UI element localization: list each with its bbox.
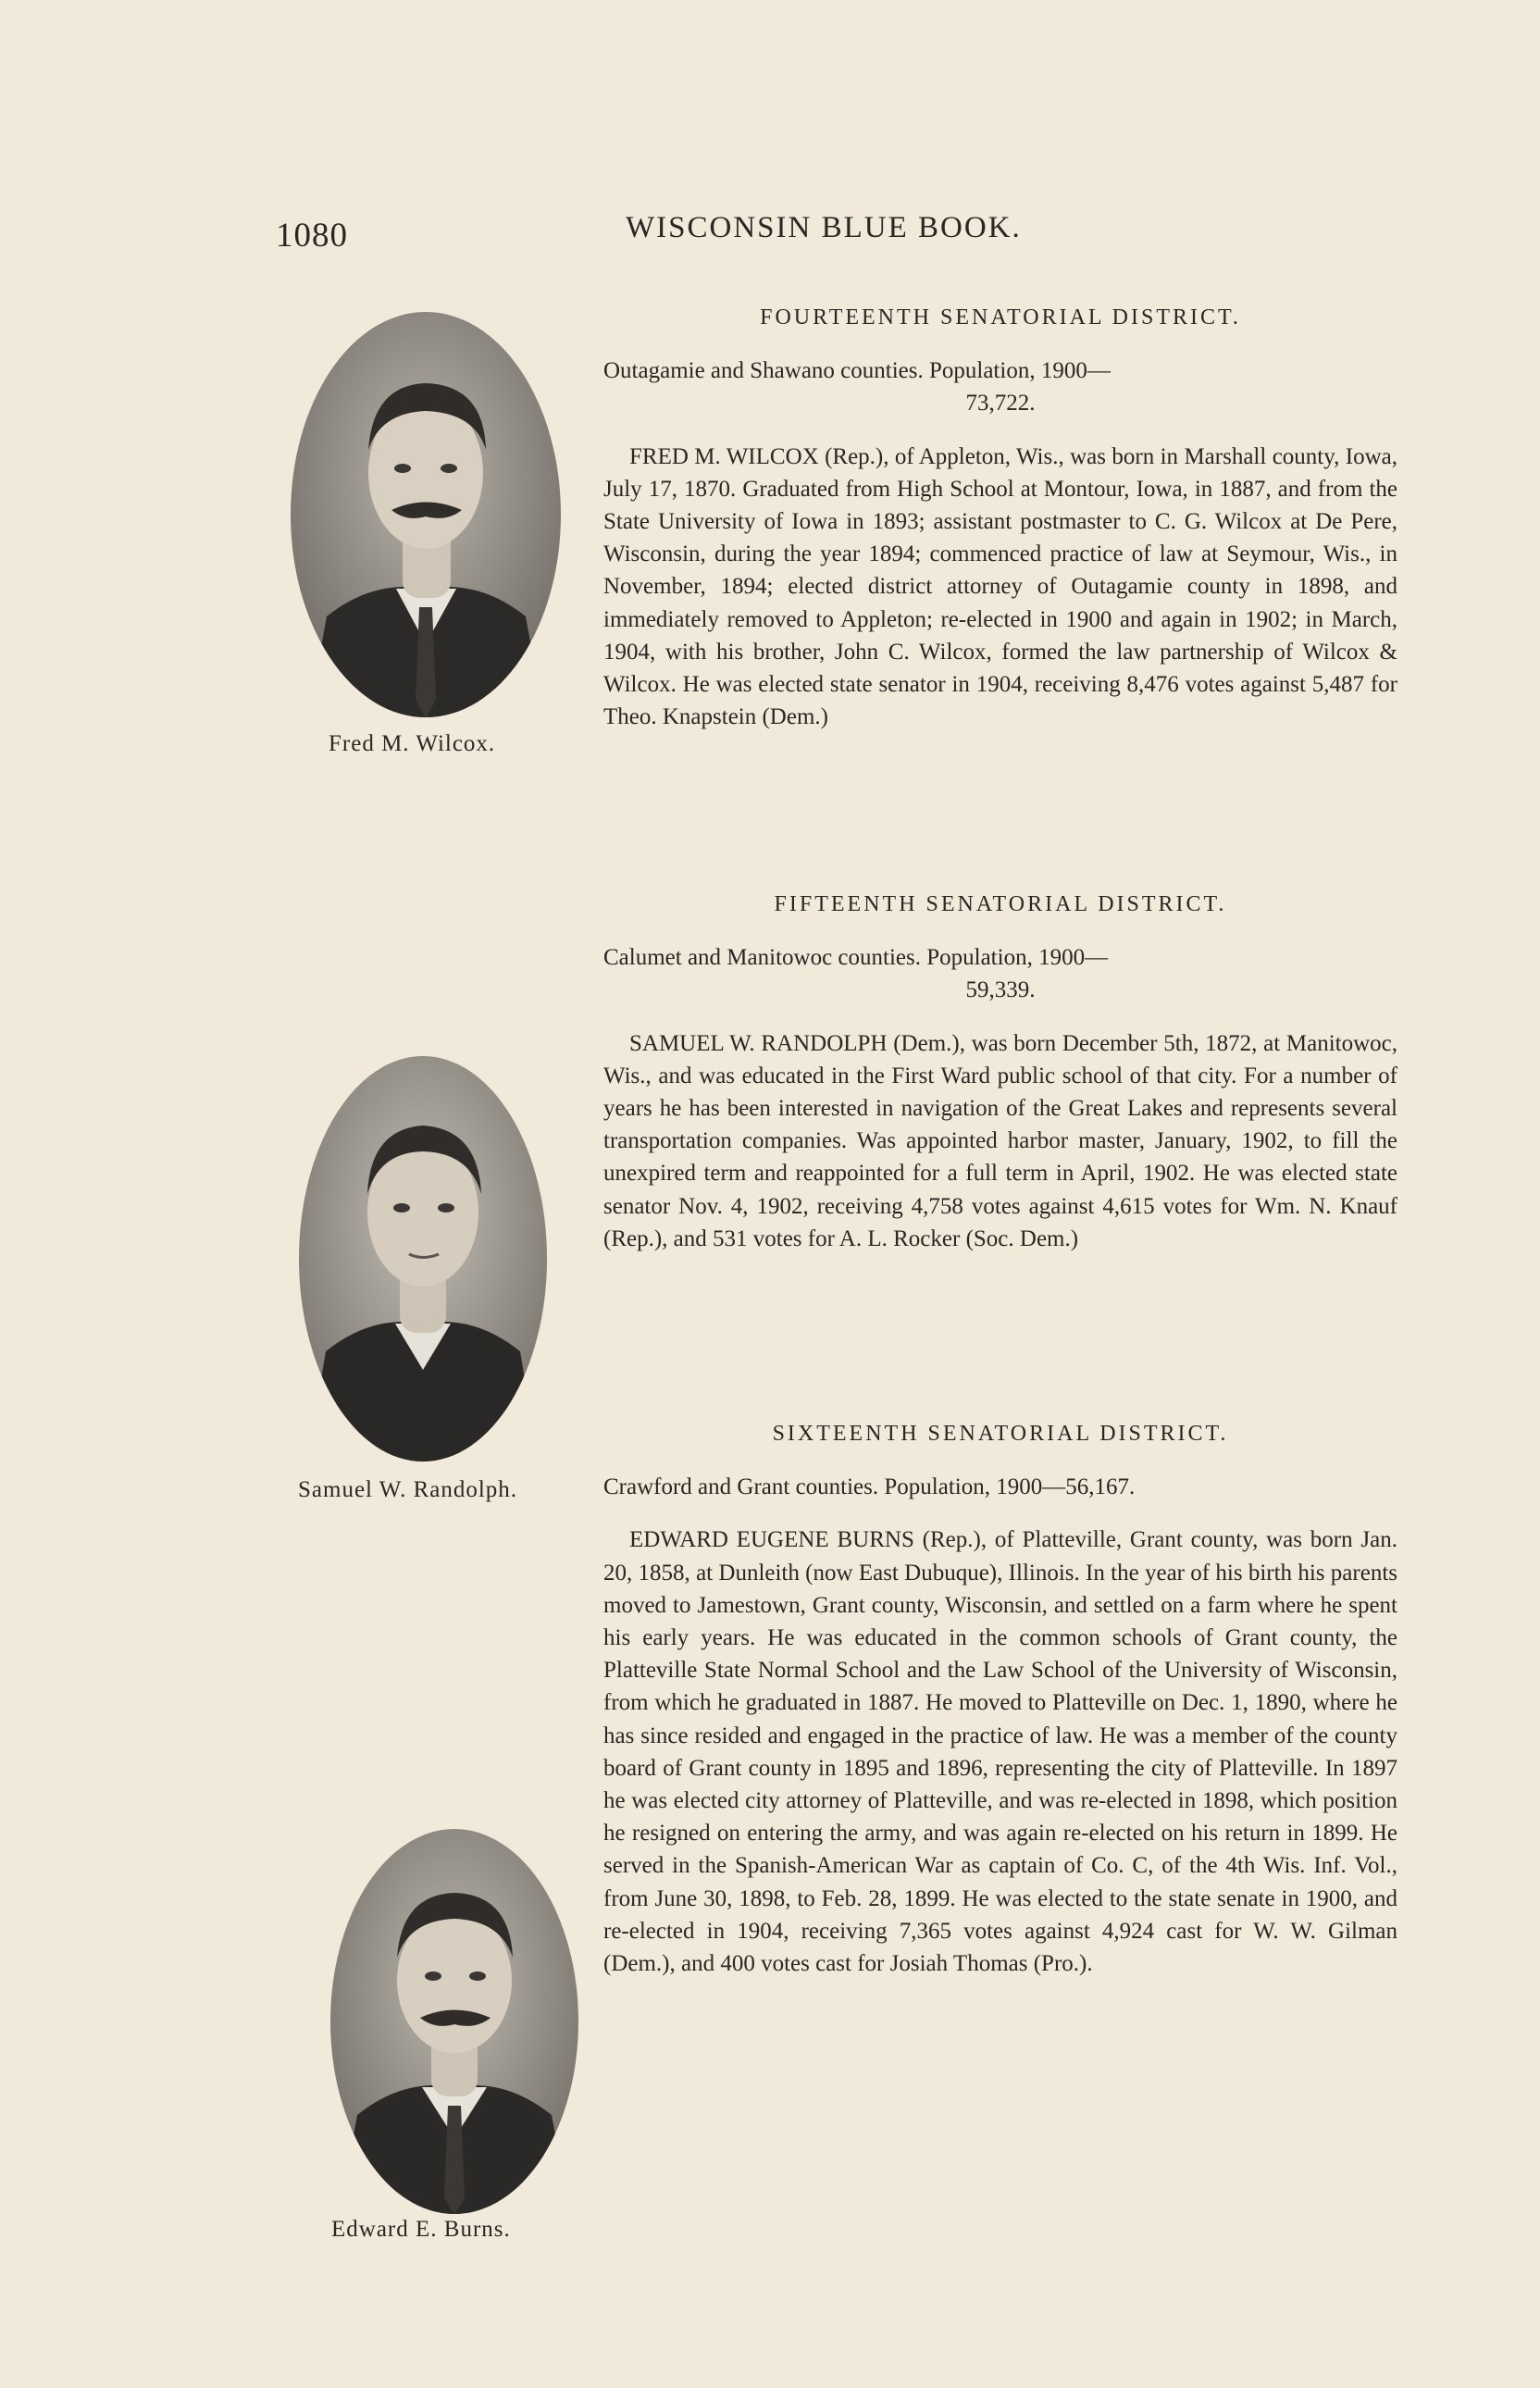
- portrait-burns: [329, 1828, 579, 2215]
- district-heading: FOURTEENTH SENATORIAL DISTRICT.: [760, 305, 1241, 330]
- portrait-randolph: [298, 1055, 548, 1462]
- district-counties: Calumet and Manitowoc counties. Population, 1900—: [603, 945, 1109, 971]
- page-number: 1080: [276, 217, 348, 255]
- district-counties: Outagamie and Shawano counties. Population, 1900—: [603, 358, 1111, 384]
- section-sixteenth-district: [603, 1418, 1397, 1980]
- running-head: WISCONSIN BLUE BOOK.: [626, 211, 1022, 244]
- portrait-caption-burns: Edward E. Burns.: [331, 2217, 511, 2242]
- district-heading: SIXTEENTH SENATORIAL DISTRICT.: [772, 1422, 1229, 1446]
- section-fourteenth-district: [603, 302, 1397, 733]
- portrait-wilcox-image: [290, 311, 563, 718]
- senator-biography: EDWARD EUGENE BURNS (Rep.), of Platteville, Grant county, was born Jan. 20, 1858, at Dunleith (now East Dubuque), Illinois. In the year of his birth his parents moved to Jamestown, Grant county, Wisconsin, and settled on a farm where he spent his early years. He was educated in the common schools of Grant county, the Platteville State Normal School and the Law School of the University of Wisconsin, from which he graduated in 1887. He moved to Platteville on Dec. 1, 1890, where he has since resided and engaged in the practice of law. He was a member of the county board of Grant county in 1895 and 1896, representing the city of Platteville. In 1897 he was elected city attorney of Platteville, and was re-elected in 1898, which position he resigned on entering the army, and was again re-elected on his return in 1899. He served in the Spanish-American War as captain of Co. C, of the 4th Wis. Inf. Vol., from June 30, 1898, to Feb. 28, 1899. He was elected to the state senate in 1900, and re-elected in 1904, receiving 7,365 votes against 4,924 cast for W. W. Gilman (Dem.), and 400 votes cast for Josiah Thomas (Pro.).: [603, 1527, 1397, 1977]
- portrait-wilcox: [290, 311, 563, 718]
- district-counties: Crawford and Grant counties. Population, 1900—56,167.: [603, 1474, 1136, 1500]
- senator-biography: FRED M. WILCOX (Rep.), of Appleton, Wis., was born in Marshall county, Iowa, July 17, 1870. Graduated from High School at Montour, Iowa, in 1887, and from the State University of Iowa in 1893; assistant postmaster to C. G. Wilcox at De Pere, Wisconsin, during the year 1894; commenced practice of law at Seymour, Wis., in November, 1894; elected district attorney of Outagamie county in 1898, and immediately removed to Appleton; re-elected in 1900 and again in 1902; in March, 1904, with his brother, John C. Wilcox, formed the law partnership of Wilcox & Wilcox. He was elected state senator in 1904, receiving 8,476 votes against 5,487 for Theo. Knapstein (Dem.): [603, 443, 1397, 730]
- portrait-caption-wilcox: Fred M. Wilcox.: [329, 731, 496, 756]
- district-population: 73,722.: [965, 391, 1036, 417]
- senator-biography: SAMUEL W. RANDOLPH (Dem.), was born December 5th, 1872, at Manitowoc, Wis., and was educated in the First Ward public school of that city. For a number of years he has been interested in navigation of the Great Lakes and represents several transportation companies. Was appointed harbor master, January, 1902, to fill the unexpired term and reappointed for a full term in April, 1902. He was elected state senator Nov. 4, 1902, receiving 4,758 votes against 4,615 votes for Wm. N. Knauf (Rep.), and 531 votes for A. L. Rocker (Soc. Dem.): [603, 1030, 1397, 1251]
- portrait-randolph-image: [298, 1055, 548, 1462]
- district-heading: FIFTEENTH SENATORIAL DISTRICT.: [774, 892, 1227, 916]
- district-population: 59,339.: [965, 977, 1036, 1003]
- portrait-burns-image: [329, 1828, 579, 2215]
- portrait-caption-randolph: Samuel W. Randolph.: [298, 1477, 518, 1502]
- section-fifteenth-district: [603, 889, 1397, 1255]
